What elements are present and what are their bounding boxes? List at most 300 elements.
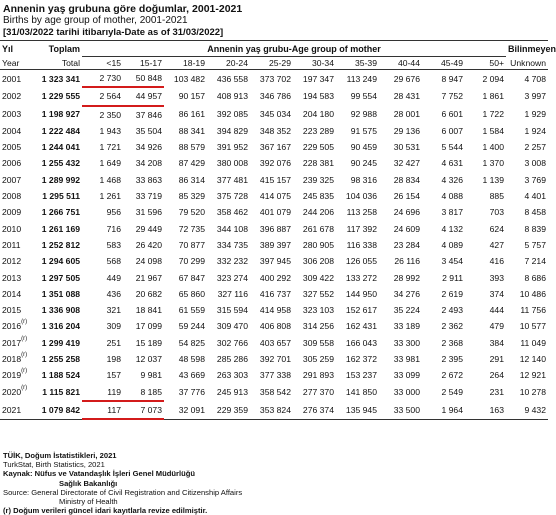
value-cell: 306 208 [302, 256, 334, 267]
value-cell: 2 493 [441, 305, 463, 316]
title-tr: Annenin yaş grubuna göre doğumlar, 2001-2021 [3, 3, 243, 15]
value-cell: 33 981 [393, 354, 420, 365]
unknown-cell: 8 839 [524, 223, 546, 234]
table-row [0, 318, 548, 334]
value-cell: 43 669 [178, 370, 205, 381]
value-cell: 436 558 [216, 73, 248, 84]
footnote-ministry-tr: Sağlık Bakanlığı [59, 478, 118, 488]
value-cell: 33 189 [393, 321, 420, 332]
unknown-cell: 10 278 [519, 387, 546, 398]
age-col-header: 15-17 [123, 57, 164, 70]
value-cell: 86 161 [178, 109, 205, 120]
value-cell: 309 [106, 321, 121, 332]
col-total-en: Total [30, 57, 82, 70]
value-cell: 394 829 [216, 125, 248, 136]
value-cell: 44 957 [123, 87, 164, 105]
value-cell: 54 825 [178, 337, 205, 348]
year-cell: 2021 [0, 401, 30, 419]
value-cell: 135 945 [336, 401, 379, 419]
value-cell: 88 341 [178, 125, 205, 136]
value-cell: 885 [489, 191, 504, 202]
year-cell: 2014 [2, 288, 22, 299]
unknown-cell: 1 929 [524, 109, 546, 120]
value-cell: 3 454 [441, 256, 463, 267]
unknown-cell: 4 401 [524, 191, 546, 202]
value-cell: 198 [106, 354, 121, 365]
value-cell: 92 988 [350, 109, 377, 120]
revision-marker: (r) [21, 385, 28, 392]
value-cell: 32 091 [164, 401, 207, 419]
value-cell: 117 [82, 401, 123, 419]
value-cell: 28 431 [393, 91, 420, 102]
value-cell: 568 [106, 256, 121, 267]
value-cell: 291 893 [302, 370, 334, 381]
value-cell: 163 [465, 401, 506, 419]
value-cell: 33 863 [135, 174, 162, 185]
value-cell: 8 947 [441, 73, 463, 84]
footnote-source-en: TurkStat, Birth Statistics, 2021 [3, 460, 105, 470]
col-year-tr: Yıl [0, 41, 30, 57]
value-cell: 444 [489, 305, 504, 316]
table-row [0, 172, 548, 188]
value-cell: 261 678 [302, 223, 334, 234]
unknown-cell: 3 769 [524, 174, 546, 185]
value-cell: 34 926 [135, 142, 162, 153]
table-row [0, 204, 548, 220]
year-cell: 2013 [2, 272, 22, 283]
value-cell: 6 601 [441, 109, 463, 120]
value-cell: 35 504 [135, 125, 162, 136]
value-cell: 162 431 [345, 321, 377, 332]
value-cell: 204 180 [302, 109, 334, 120]
value-cell: 2 672 [441, 370, 463, 381]
value-cell: 2 362 [441, 321, 463, 332]
value-cell: 1 721 [99, 142, 121, 153]
value-cell: 392 701 [259, 354, 291, 365]
table-row [0, 286, 548, 302]
value-cell: 348 352 [259, 125, 291, 136]
value-cell: 2 350 [99, 109, 121, 120]
births-table [0, 40, 556, 420]
value-cell: 88 579 [178, 142, 205, 153]
value-cell: 408 913 [216, 91, 248, 102]
value-cell: 380 008 [216, 158, 248, 169]
value-cell: 152 617 [345, 305, 377, 316]
value-cell: 34 208 [135, 158, 162, 169]
value-cell: 24 609 [393, 223, 420, 234]
value-cell: 229 505 [302, 142, 334, 153]
value-cell: 291 [489, 354, 504, 365]
value-cell: 309 470 [216, 321, 248, 332]
year-cell: 2002 [2, 91, 22, 102]
value-cell: 157 [106, 370, 121, 381]
year-cell: 2005 [2, 142, 22, 153]
value-cell: 126 055 [345, 256, 377, 267]
value-cell: 367 167 [259, 142, 291, 153]
total-cell: 1 079 842 [30, 401, 82, 419]
total-cell: 1 336 908 [41, 305, 80, 316]
table-row [0, 106, 548, 123]
year-cell: 2001 [2, 73, 22, 84]
value-cell: 377 338 [259, 370, 291, 381]
value-cell: 32 427 [393, 158, 420, 169]
total-cell: 1 115 821 [42, 387, 80, 398]
value-cell: 98 316 [350, 174, 377, 185]
value-cell: 2 619 [441, 288, 463, 299]
value-cell: 427 [489, 239, 504, 250]
age-col-header: 30-34 [293, 57, 336, 70]
year-cell: 2006 [2, 158, 22, 169]
age-col-header: 20-24 [207, 57, 250, 70]
value-cell: 99 554 [350, 91, 377, 102]
value-cell: 1 400 [482, 142, 504, 153]
value-cell: 28 001 [393, 109, 420, 120]
age-col-header: 35-39 [336, 57, 379, 70]
value-cell: 309 422 [302, 272, 334, 283]
value-cell: 392 085 [216, 109, 248, 120]
year-cell: 2015 [2, 305, 22, 316]
value-cell: 23 284 [393, 239, 420, 250]
table-row [0, 139, 548, 155]
unknown-cell: 7 214 [524, 256, 546, 267]
value-cell: 392 076 [259, 158, 291, 169]
value-cell: 1 964 [422, 401, 465, 419]
value-cell: 374 [489, 288, 504, 299]
unknown-cell: 8 458 [524, 207, 546, 218]
total-cell: 1 266 751 [41, 207, 80, 218]
table-row [0, 401, 548, 419]
year-cell: 2020$^{(r)}$ [2, 385, 28, 398]
value-cell: 391 952 [216, 142, 248, 153]
value-cell: 4 132 [441, 223, 463, 234]
table-row [0, 351, 548, 367]
value-cell: 33 300 [393, 337, 420, 348]
total-cell: 1 316 204 [41, 321, 80, 332]
revision-marker: (r) [21, 368, 28, 375]
revision-marker: (r) [21, 335, 28, 342]
table-row [0, 367, 548, 383]
year-cell: 2017$^{(r)}$ [2, 335, 28, 348]
value-cell: 1 861 [482, 91, 504, 102]
value-cell: 29 449 [135, 223, 162, 234]
value-cell: 26 420 [135, 239, 162, 250]
total-cell: 1 198 927 [41, 109, 80, 120]
value-cell: 21 967 [135, 272, 162, 283]
age-col-header: 25-29 [250, 57, 293, 70]
table-row [0, 221, 548, 237]
value-cell: 263 303 [216, 370, 248, 381]
value-cell: 2 368 [441, 337, 463, 348]
table-row [0, 70, 548, 88]
footnote-source-agency-en: Source: General Directorate of Civil Registration and Citizenship Affairs [3, 487, 243, 497]
value-cell: 358 542 [259, 387, 291, 398]
value-cell: 87 429 [178, 158, 205, 169]
value-cell: 276 374 [293, 401, 336, 419]
value-cell: 7 073 [123, 401, 164, 419]
value-cell: 197 347 [302, 73, 334, 84]
age-col-header: 18-19 [164, 57, 207, 70]
col-total-tr: Toplam [30, 41, 82, 57]
total-cell: 1 255 258 [41, 354, 80, 365]
value-cell: 314 256 [302, 321, 334, 332]
value-cell: 15 189 [135, 337, 162, 348]
value-cell: 384 [489, 337, 504, 348]
value-cell: 29 676 [393, 73, 420, 84]
year-cell: 2010 [2, 223, 22, 234]
revision-marker: (r) [21, 352, 28, 359]
value-cell: 48 598 [178, 354, 205, 365]
table-row [0, 302, 548, 318]
value-cell: 4 089 [441, 239, 463, 250]
value-cell: 17 099 [135, 321, 162, 332]
value-cell: 327 116 [217, 288, 248, 299]
value-cell: 9 981 [140, 370, 162, 381]
value-cell: 65 860 [178, 288, 205, 299]
table-header [3, 3, 242, 39]
unknown-cell: 1 924 [524, 125, 546, 136]
table-row [0, 253, 548, 269]
value-cell: 141 850 [345, 387, 377, 398]
footnote-source-tr: TÜİK, Doğum İstatistikleri, 2021 [3, 451, 117, 460]
value-cell: 18 841 [135, 305, 162, 316]
total-cell: 1 261 169 [41, 223, 80, 234]
value-cell: 280 905 [302, 239, 334, 250]
value-cell: 28 992 [393, 272, 420, 283]
value-cell: 72 735 [178, 223, 205, 234]
value-cell: 2 549 [441, 387, 463, 398]
value-cell: 113 249 [346, 73, 377, 84]
total-cell: 1 323 341 [41, 73, 80, 84]
value-cell: 315 594 [216, 305, 248, 316]
value-cell: 228 381 [302, 158, 334, 169]
revision-marker: (r) [21, 319, 28, 326]
value-cell: 113 258 [346, 207, 377, 218]
col-unknown-en: Unknown [506, 57, 548, 70]
year-cell: 2018$^{(r)}$ [2, 352, 28, 365]
value-cell: 358 462 [216, 207, 248, 218]
footnotes [3, 451, 242, 515]
value-cell: 20 682 [135, 288, 162, 299]
value-cell: 414 958 [259, 305, 291, 316]
value-cell: 1 370 [482, 158, 504, 169]
value-cell: 90 157 [178, 91, 205, 102]
value-cell: 323 103 [302, 305, 334, 316]
value-cell: 373 702 [259, 73, 291, 84]
value-cell: 716 [106, 223, 121, 234]
value-cell: 2 911 [442, 272, 463, 283]
value-cell: 264 [489, 370, 504, 381]
year-cell: 2004 [2, 125, 22, 136]
value-cell: 624 [489, 223, 504, 234]
value-cell: 231 [489, 387, 504, 398]
value-cell: 1 261 [99, 191, 121, 202]
value-cell: 377 481 [216, 174, 248, 185]
year-cell: 2007 [2, 174, 22, 185]
value-cell: 162 372 [345, 354, 377, 365]
value-cell: 90 459 [350, 142, 377, 153]
table-row [0, 335, 548, 351]
value-cell: 4 088 [441, 191, 463, 202]
value-cell: 119 [82, 384, 123, 401]
unknown-cell: 10 577 [519, 321, 546, 332]
value-cell: 91 575 [350, 125, 377, 136]
value-cell: 12 037 [135, 354, 162, 365]
value-cell: 50 848 [123, 70, 164, 88]
value-cell: 956 [106, 207, 121, 218]
value-cell: 90 245 [350, 158, 377, 169]
value-cell: 70 877 [178, 239, 205, 250]
value-cell: 285 286 [216, 354, 248, 365]
value-cell: 346 786 [259, 91, 291, 102]
total-cell: 1 244 041 [41, 142, 80, 153]
value-cell: 37 846 [135, 109, 162, 120]
value-cell: 3 817 [441, 207, 463, 218]
value-cell: 244 206 [302, 207, 334, 218]
total-cell: 1 294 605 [41, 256, 80, 267]
value-cell: 1 468 [99, 174, 121, 185]
value-cell: 4 631 [441, 158, 463, 169]
value-cell: 33 099 [393, 370, 420, 381]
value-cell: 416 [489, 256, 504, 267]
value-cell: 406 808 [259, 321, 291, 332]
value-cell: 61 559 [178, 305, 205, 316]
value-cell: 277 370 [302, 387, 334, 398]
value-cell: 2 730 [82, 70, 123, 88]
value-cell: 26 154 [393, 191, 420, 202]
value-cell: 345 034 [259, 109, 291, 120]
total-cell: 1 297 505 [41, 272, 80, 283]
value-cell: 166 043 [345, 337, 377, 348]
value-cell: 1 649 [99, 158, 121, 169]
total-cell: 1 222 484 [41, 125, 80, 136]
value-cell: 239 325 [302, 174, 334, 185]
table-row [0, 123, 548, 139]
age-col-header: 45-49 [422, 57, 465, 70]
value-cell: 1 584 [482, 125, 504, 136]
value-cell: 26 116 [394, 256, 420, 267]
age-col-header: <15 [82, 57, 123, 70]
value-cell: 396 887 [259, 223, 291, 234]
value-cell: 70 299 [178, 256, 205, 267]
value-cell: 103 482 [173, 73, 205, 84]
value-cell: 59 244 [178, 321, 205, 332]
table-row [0, 384, 548, 401]
value-cell: 37 776 [178, 387, 205, 398]
unknown-cell: 5 757 [524, 239, 546, 250]
year-cell: 2012 [2, 256, 22, 267]
unknown-cell: 10 486 [519, 288, 546, 299]
value-cell: 416 737 [259, 288, 291, 299]
year-cell: 2008 [2, 191, 22, 202]
value-cell: 6 007 [441, 125, 463, 136]
value-cell: 24 098 [135, 256, 162, 267]
value-cell: 30 531 [393, 142, 420, 153]
value-cell: 1 943 [99, 125, 121, 136]
value-cell: 117 392 [346, 223, 377, 234]
table-row [0, 188, 548, 204]
footnote-ministry-en: Ministry of Health [59, 497, 118, 507]
value-cell: 7 752 [441, 91, 463, 102]
value-cell: 305 259 [302, 354, 334, 365]
total-cell: 1 289 992 [41, 174, 80, 185]
value-cell: 133 272 [345, 272, 377, 283]
table-row [0, 87, 548, 105]
table-row [0, 155, 548, 171]
age-col-header: 50+ [465, 57, 506, 70]
unknown-cell: 12 140 [519, 354, 546, 365]
value-cell: 35 224 [393, 305, 420, 316]
unknown-cell: 4 708 [524, 73, 546, 84]
unknown-cell: 3 008 [524, 158, 546, 169]
unknown-cell: 3 997 [524, 91, 546, 102]
value-cell: 245 835 [302, 191, 334, 202]
value-cell: 309 558 [302, 337, 334, 348]
value-cell: 104 036 [345, 191, 377, 202]
unknown-cell: 8 686 [524, 272, 546, 283]
value-cell: 144 950 [345, 288, 377, 299]
value-cell: 34 276 [393, 288, 420, 299]
total-cell: 1 252 812 [41, 239, 80, 250]
value-cell: 302 766 [216, 337, 248, 348]
value-cell: 401 079 [259, 207, 291, 218]
value-cell: 375 728 [216, 191, 248, 202]
year-cell: 2016$^{(r)}$ [2, 319, 28, 332]
unknown-cell: 9 432 [506, 401, 548, 419]
table-row [0, 237, 548, 253]
total-cell: 1 188 524 [41, 370, 80, 381]
value-cell: 2 395 [441, 354, 463, 365]
year-cell: 2011 [2, 239, 21, 250]
total-cell: 1 351 088 [41, 288, 80, 299]
value-cell: 116 338 [346, 239, 377, 250]
value-cell: 2 094 [482, 73, 504, 84]
value-cell: 436 [106, 288, 121, 299]
footnote-kaynak [3, 469, 242, 478]
value-cell: 5 544 [441, 142, 463, 153]
total-cell: 1 295 511 [42, 191, 80, 202]
value-cell: 4 326 [441, 174, 463, 185]
total-cell: 1 229 555 [41, 91, 80, 102]
value-cell: 449 [106, 272, 121, 283]
unknown-cell: 2 257 [524, 142, 546, 153]
value-cell: 229 359 [207, 401, 250, 419]
value-cell: 29 136 [393, 125, 420, 136]
total-cell: 1 299 419 [41, 337, 80, 348]
year-cell: 2003 [2, 109, 22, 120]
value-cell: 33 000 [393, 387, 420, 398]
value-cell: 344 108 [216, 223, 248, 234]
col-unknown-tr: Bilinmeyen [506, 41, 548, 57]
unknown-cell: 11 756 [520, 305, 546, 316]
total-cell: 1 255 432 [41, 158, 80, 169]
value-cell: 153 237 [345, 370, 377, 381]
value-cell: 223 289 [302, 125, 334, 136]
date-note: [31/03/2022 tarihi itibarıyla-Date as of 31/03/2022] [3, 27, 224, 38]
value-cell: 583 [106, 239, 121, 250]
value-cell: 414 075 [259, 191, 291, 202]
value-cell: 323 274 [216, 272, 248, 283]
unknown-cell: 12 921 [519, 370, 546, 381]
year-cell: 2019$^{(r)}$ [2, 368, 28, 381]
value-cell: 334 735 [216, 239, 248, 250]
value-cell: 703 [489, 207, 504, 218]
value-cell: 67 847 [178, 272, 205, 283]
value-cell: 353 824 [250, 401, 293, 419]
value-cell: 400 292 [259, 272, 291, 283]
kaynak-value: Nüfus ve Vatandaşlık İşleri Genel Müdürlüğü [34, 469, 196, 479]
table-row [0, 270, 548, 286]
value-cell: 321 [106, 305, 121, 316]
